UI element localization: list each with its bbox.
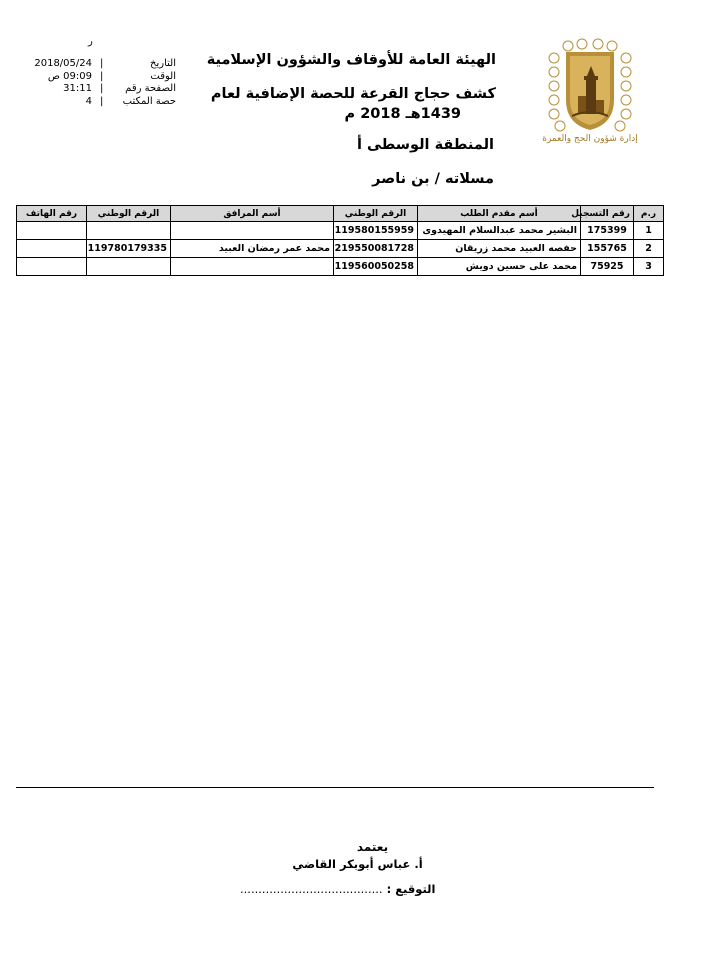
table-row — [17, 240, 664, 258]
column-header: الرقم الوطني — [87, 206, 171, 222]
column-header: الرقم الوطني — [334, 206, 418, 222]
report-title-line1: كشف حجاج القرعة للحصة الإضافية لعام — [210, 86, 496, 102]
meta-label: التاريخ — [150, 58, 176, 69]
applicant-name: البشير محمد عبدالسلام المهيدوى — [418, 222, 581, 240]
meta-office-share — [18, 95, 178, 108]
registration-number: 155765 — [581, 240, 634, 258]
column-header: رقم الهاتف — [17, 206, 87, 222]
applicant-name: محمد على حسين دويش — [418, 258, 581, 276]
meta-separator: | — [100, 83, 104, 94]
meta-label: حصة المكتب — [122, 96, 176, 107]
meta-separator: | — [100, 71, 104, 82]
companion-national-id — [87, 222, 171, 240]
column-header: أسم المرافق — [171, 206, 334, 222]
meta-separator: | — [100, 96, 104, 107]
applicant-name: حفصه العبيد محمد زريقان — [418, 240, 581, 258]
column-header: ر.م — [634, 206, 664, 222]
report-title-line2: 1439هـ 2018 م — [344, 106, 461, 122]
region-title: المنطقة الوسطى أ — [356, 137, 494, 153]
signature-label: التوقيع : — [386, 882, 436, 896]
meta-separator: | — [100, 58, 104, 69]
phone-number — [17, 258, 87, 276]
pilgrims-table — [16, 205, 664, 276]
city-title: مسلاته / بن ناصر — [372, 171, 494, 187]
companion-national-id — [87, 258, 171, 276]
logo-caption: إدارة شؤون الحج والعمرة — [542, 134, 638, 144]
meta-value: 09:09 ص — [47, 71, 92, 82]
registration-number: 75925 — [581, 258, 634, 276]
footer-divider — [16, 787, 654, 788]
column-header: رقم التسجيل — [581, 206, 634, 222]
meta-label: الصفحة رقم — [125, 83, 176, 94]
approver-name: أ. عباس أبوبكر القاضي — [292, 857, 423, 871]
meta-value: 4 — [85, 96, 92, 107]
meta-value: 2018/05/24 — [34, 58, 92, 69]
signature-line: ....................................... — [240, 882, 383, 896]
meta-value: 31:11 — [63, 83, 92, 94]
meta-page — [18, 82, 178, 95]
table-row — [17, 258, 664, 276]
row-number: 3 — [634, 258, 664, 276]
row-number: 2 — [634, 240, 664, 258]
column-header: أسم مقدم الطلب — [418, 206, 581, 222]
applicant-national-id: 219550081728 — [334, 240, 418, 258]
companion-name — [171, 258, 334, 276]
table-header-row — [17, 206, 664, 222]
row-number: 1 — [634, 222, 664, 240]
companion-name: محمد عمر رمضان العبيد — [171, 240, 334, 258]
meta-label: الوقت — [150, 71, 176, 82]
applicant-national-id: 119560050258 — [334, 258, 418, 276]
signature-field — [240, 882, 435, 896]
phone-number — [17, 222, 87, 240]
companion-name — [171, 222, 334, 240]
applicant-national-id: 119580155959 — [334, 222, 418, 240]
phone-number — [17, 240, 87, 258]
corner-mark: ر — [88, 36, 93, 47]
approve-label: يعتمد — [356, 840, 389, 854]
table-row — [17, 222, 664, 240]
meta-date — [18, 57, 178, 70]
companion-national-id: 119780179335 — [87, 240, 171, 258]
org-title: الهيئة العامة للأوقاف والشؤون الإسلامية — [206, 52, 496, 68]
registration-number: 175399 — [581, 222, 634, 240]
